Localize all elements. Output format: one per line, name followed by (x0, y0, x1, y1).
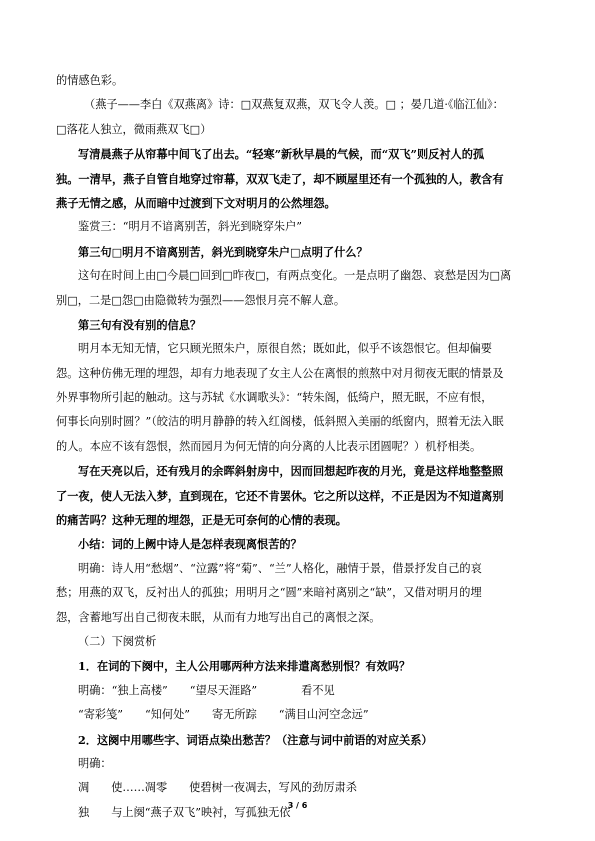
question: 1．在词的下阕中，主人公用哪两种方法来排遣离愁别恨？有效吗？ (78, 659, 411, 674)
text-line: □落花人独立，微雨燕双飞□） (56, 122, 212, 136)
page-number: 3 / 6 (287, 801, 308, 810)
text-line: 燕子无情之感，从而暗中过渡到下文对明月的公然埋怨。 (56, 195, 336, 210)
text-line: 这句在时间上由□今晨□回到□昨夜□，有两点变化。一是点明了幽怨、哀愁是因为□离 (78, 269, 512, 283)
answer-part: “知何处” (145, 708, 191, 722)
text-line: 了一夜，使人无法入梦，直到现在，它还不肯罢休。它之所以这样，不正是因为不知道离别 (56, 488, 504, 503)
answer-char: 独 (78, 805, 90, 819)
answer-part: 寄无所踪 (212, 708, 257, 722)
text-line: 的痛苦吗？这种无理的埋怨，正是无可奈何的心情的表现。 (56, 513, 347, 528)
answer-part: 与上阕“燕子双飞”映衬，写孤独无依 (111, 805, 291, 819)
text-line: 明确：诗人用“愁烟”、“泣露”将“菊”、“兰”人格化，融情于景，借景抒发自己的哀 (78, 561, 482, 575)
text-line: 愁；用燕的双飞，反衬出人的孤独；用明月之“圆”来暗衬离别之“缺”，又借对明月的埋 (56, 586, 482, 600)
answer-line (56, 679, 544, 703)
text-line: 怨，含蓄地写出自己彻夜未眠，从而有力地写出自己的离恨之深。 (56, 610, 381, 624)
text-line: 写清晨燕子从帘幕中间飞了出去。“轻寒”新秋早晨的气候，而“双飞”则反衬人的孤 (78, 147, 485, 162)
answer-part: 看不见 (301, 683, 335, 697)
answer-part: “望尽天涯路” (189, 683, 258, 697)
text-line: （燕子——李白《双燕离》诗：□双燕复双燕，双飞令人羡。□ ；晏几道·《临江仙》： (84, 98, 504, 112)
question: 第三句有没有别的信息？ (78, 317, 202, 332)
answer-part: “满目山河空念远” (278, 708, 369, 722)
text-line: 怨。这种仿佛无理的埋怨，却有力地表现了女主人公在离恨的煎熬中对月彻夜无眠的情景及 (56, 366, 504, 380)
answer-char: 凋 (78, 781, 90, 795)
answer-line (56, 776, 544, 800)
summary-question: 小结：词的上阙中诗人是怎样表现离恨苦的？ (78, 537, 302, 552)
text-line: 写在天亮以后，还有残月的余晖斜射房中，因而回想起昨夜的月光，竟是这样地整整照 (78, 464, 504, 479)
text-line: 的人。本应不该有怨恨，然而园月为何无情的向分离的人比表示团圆呢？）机杼相类。 (56, 439, 482, 453)
text-line: 别□，二是□怨□由隐微转为强烈——怨恨月亮不解人意。 (56, 293, 346, 307)
text-line: 明确： (78, 756, 112, 770)
answer-part: “寄彩笺” (78, 708, 124, 722)
section-heading: （二）下阕赏析 (78, 634, 157, 648)
text-line: 独。一清早，燕子自管自地穿过帘幕，双双飞走了，却不顾屋里还有一个孤独的人，教含有 (56, 171, 504, 186)
text-line: 的情感色彩。 (56, 74, 124, 87)
question: 2．这阕中用哪些字、词语点染出愁苦？（注意与词中前语的对应关系） (78, 732, 433, 747)
question: 第三句□明月不谙离别苦，斜光到晓穿朱户□点明了什么？ (78, 244, 368, 259)
text-line: 何事长向别时圆？”（皎洁的明月静静的转入红阁楼，低斜照入美丽的纸窗内，照着无法入眠 (56, 415, 504, 429)
text-line: 外界事物所引起的触动。这与苏轼《水调歌头》：“转朱阁，低绮户，照无眠，不应有恨， (56, 391, 493, 405)
answer-part: 明确：“独上高楼” (78, 683, 168, 697)
text-line: 明月本无知无情，它只顾光照朱户，原很自然；既如此，似乎不该怨恨它。但却偏要 (78, 342, 492, 356)
answer-part: 使碧树一夜凋去，写风的劲厉肃杀 (189, 781, 357, 795)
section-heading: 鉴赏三：“明月不谙离别苦，斜光到晓穿朱户” (78, 220, 303, 234)
page-body (56, 69, 544, 825)
answer-line (56, 703, 544, 727)
answer-part: 使……凋零 (111, 781, 168, 795)
